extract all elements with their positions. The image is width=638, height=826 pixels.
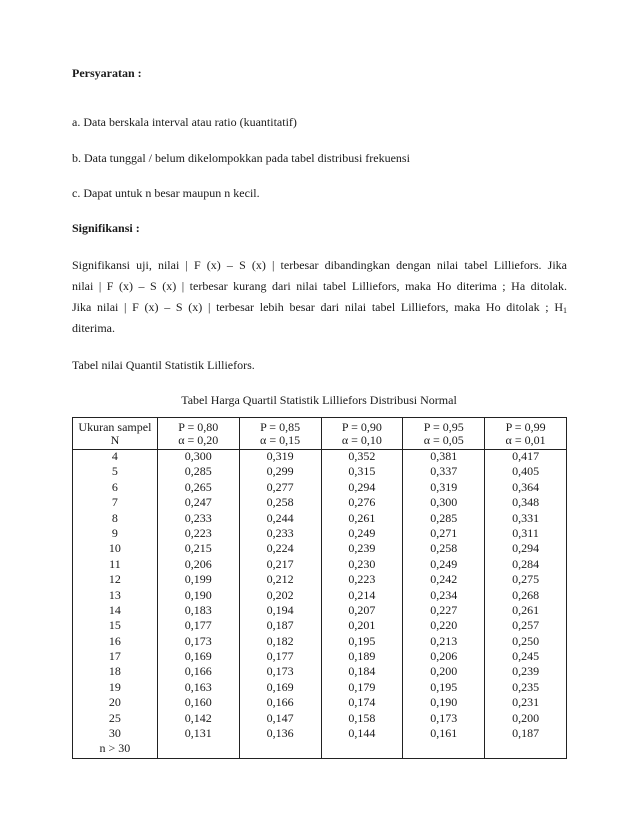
table-row: [73, 727, 567, 742]
quantile-value-cell: 0,217: [239, 558, 321, 573]
column-header-p080: P = 0,80 α = 0,20: [157, 418, 239, 450]
quantile-value-cell: 0,258: [239, 496, 321, 511]
significance-paragraph: [72, 255, 567, 339]
quantile-value-cell: 0,245: [485, 650, 567, 665]
quantile-value-cell: 0,147: [239, 712, 321, 727]
table-row: [73, 496, 567, 511]
requirements-heading: Persyaratan :: [72, 66, 142, 80]
table-row: [73, 542, 567, 557]
quantile-value-cell: 0,177: [157, 619, 239, 634]
sample-size-cell: 14: [73, 604, 158, 619]
quantile-value-cell: 0,405: [485, 465, 567, 480]
quantile-value-cell: 0,142: [157, 712, 239, 727]
table-row: [73, 558, 567, 573]
sample-size-cell: 9: [73, 527, 158, 542]
quantile-value-cell: 0,206: [403, 650, 485, 665]
quantile-value-cell: 0,234: [403, 589, 485, 604]
table-row: [73, 619, 567, 634]
quantile-value-cell: 0,271: [403, 527, 485, 542]
quantile-value-cell: 0,257: [485, 619, 567, 634]
quantile-value-cell: 0,166: [239, 696, 321, 711]
quantile-value-cell: 0,158: [321, 712, 403, 727]
quantile-value-cell: 0,169: [157, 650, 239, 665]
sample-size-cell: 6: [73, 481, 158, 496]
quantile-value-cell: [403, 742, 485, 758]
table-row: [73, 450, 567, 466]
quantile-value-cell: 0,417: [485, 450, 567, 466]
significance-line-1: Signifikansi uji, nilai | F (x) – S (x) | terbesar dibandingkan dengan nilai tabel Lilliefors. Jika: [72, 258, 567, 272]
quantile-value-cell: [321, 742, 403, 758]
quantile-value-cell: 0,201: [321, 619, 403, 634]
quantile-value-cell: 0,348: [485, 496, 567, 511]
quantile-value-cell: [239, 742, 321, 758]
requirement-item-a: a. Data berskala interval atau ratio (kuantitatif): [72, 115, 297, 129]
quantile-value-cell: 0,190: [403, 696, 485, 711]
quantile-value-cell: 0,284: [485, 558, 567, 573]
quantile-value-cell: 0,233: [239, 527, 321, 542]
quantile-value-cell: 0,294: [485, 542, 567, 557]
h1-subscript: 1: [563, 306, 567, 315]
quantile-value-cell: 0,206: [157, 558, 239, 573]
quantile-value-cell: 0,285: [403, 512, 485, 527]
sample-size-cell: 7: [73, 496, 158, 511]
quantile-value-cell: 0,173: [403, 712, 485, 727]
sample-size-cell: n > 30: [73, 742, 158, 758]
quantile-value-cell: 0,275: [485, 573, 567, 588]
quantile-value-cell: 0,315: [321, 465, 403, 480]
sample-size-cell: 15: [73, 619, 158, 634]
quantile-value-cell: 0,331: [485, 512, 567, 527]
sample-size-cell: 25: [73, 712, 158, 727]
quantile-value-cell: 0,179: [321, 681, 403, 696]
column-header-sample-size: Ukuran sampel N: [73, 418, 158, 450]
sample-size-cell: 5: [73, 465, 158, 480]
quantile-value-cell: 0,268: [485, 589, 567, 604]
quantile-value-cell: 0,199: [157, 573, 239, 588]
quantile-value-cell: 0,300: [403, 496, 485, 511]
quantile-value-cell: 0,276: [321, 496, 403, 511]
quantile-value-cell: 0,169: [239, 681, 321, 696]
column-header-p085: P = 0,85 α = 0,15: [239, 418, 321, 450]
quantile-value-cell: 0,220: [403, 619, 485, 634]
quantile-value-cell: 0,224: [239, 542, 321, 557]
quantile-value-cell: 0,136: [239, 727, 321, 742]
quantile-value-cell: 0,195: [403, 681, 485, 696]
table-body: [73, 450, 567, 759]
sample-size-cell: 30: [73, 727, 158, 742]
table-row: [73, 604, 567, 619]
table-row: [73, 527, 567, 542]
quantile-value-cell: 0,294: [321, 481, 403, 496]
quantile-value-cell: 0,364: [485, 481, 567, 496]
sample-size-cell: 19: [73, 681, 158, 696]
column-header-p099: P = 0,99 α = 0,01: [485, 418, 567, 450]
sample-size-cell: 8: [73, 512, 158, 527]
quantile-value-cell: 0,144: [321, 727, 403, 742]
quantile-value-cell: 0,184: [321, 665, 403, 680]
quantile-value-cell: 0,239: [485, 665, 567, 680]
quantile-value-cell: 0,249: [403, 558, 485, 573]
quantile-value-cell: 0,214: [321, 589, 403, 604]
quantile-value-cell: 0,285: [157, 465, 239, 480]
table-row: [73, 635, 567, 650]
sample-size-cell: 12: [73, 573, 158, 588]
quantile-value-cell: 0,319: [403, 481, 485, 496]
quantile-value-cell: 0,231: [485, 696, 567, 711]
quantile-value-cell: 0,200: [485, 712, 567, 727]
table-row: [73, 742, 567, 758]
lilliefors-table: [72, 417, 567, 759]
table-row: [73, 465, 567, 480]
quantile-value-cell: 0,235: [485, 681, 567, 696]
table-row: [73, 573, 567, 588]
quantile-value-cell: 0,242: [403, 573, 485, 588]
quantile-value-cell: 0,182: [239, 635, 321, 650]
significance-line-3: [72, 297, 567, 318]
quantile-value-cell: 0,381: [403, 450, 485, 466]
quantile-value-cell: 0,227: [403, 604, 485, 619]
table-row: [73, 512, 567, 527]
quantile-value-cell: 0,173: [157, 635, 239, 650]
quantile-value-cell: 0,213: [403, 635, 485, 650]
quantile-value-cell: 0,161: [403, 727, 485, 742]
table-row: [73, 665, 567, 680]
sample-size-cell: 18: [73, 665, 158, 680]
quantile-value-cell: 0,212: [239, 573, 321, 588]
quantile-value-cell: 0,337: [403, 465, 485, 480]
quantile-value-cell: 0,249: [321, 527, 403, 542]
quantile-value-cell: 0,258: [403, 542, 485, 557]
quantile-value-cell: 0,207: [321, 604, 403, 619]
quantile-value-cell: [157, 742, 239, 758]
table-row: [73, 696, 567, 711]
quantile-value-cell: 0,223: [157, 527, 239, 542]
requirement-item-b: b. Data tunggal / belum dikelompokkan pada tabel distribusi frekuensi: [72, 151, 410, 165]
quantile-value-cell: 0,194: [239, 604, 321, 619]
quantile-value-cell: 0,202: [239, 589, 321, 604]
significance-line-3-text: Jika nilai | F (x) – S (x) | terbesar lebih besar dari nilai tabel Lilliefors, maka Ho ditolak ; H: [72, 300, 563, 314]
quantile-value-cell: 0,299: [239, 465, 321, 480]
quantile-value-cell: 0,190: [157, 589, 239, 604]
quantile-value-cell: 0,261: [485, 604, 567, 619]
quantile-value-cell: 0,277: [239, 481, 321, 496]
quantile-value-cell: 0,166: [157, 665, 239, 680]
table-intro: Tabel nilai Quantil Statistik Lilliefors.: [72, 358, 255, 372]
quantile-value-cell: 0,265: [157, 481, 239, 496]
quantile-value-cell: 0,160: [157, 696, 239, 711]
table-row: [73, 650, 567, 665]
significance-heading: Signifikansi :: [72, 221, 140, 235]
quantile-value-cell: 0,247: [157, 496, 239, 511]
quantile-value-cell: [485, 742, 567, 758]
quantile-value-cell: 0,233: [157, 512, 239, 527]
table-header-row: [73, 418, 567, 450]
table-row: [73, 481, 567, 496]
quantile-value-cell: 0,131: [157, 727, 239, 742]
significance-line-4: diterima.: [72, 321, 115, 335]
table-caption: Tabel Harga Quartil Statistik Lilliefors Distribusi Normal: [181, 393, 457, 407]
column-header-p095: P = 0,95 α = 0,05: [403, 418, 485, 450]
quantile-value-cell: 0,174: [321, 696, 403, 711]
quantile-value-cell: 0,189: [321, 650, 403, 665]
sample-size-cell: 13: [73, 589, 158, 604]
sample-size-cell: 11: [73, 558, 158, 573]
quantile-value-cell: 0,177: [239, 650, 321, 665]
quantile-value-cell: 0,200: [403, 665, 485, 680]
quantile-value-cell: 0,244: [239, 512, 321, 527]
quantile-value-cell: 0,261: [321, 512, 403, 527]
quantile-value-cell: 0,223: [321, 573, 403, 588]
quantile-value-cell: 0,173: [239, 665, 321, 680]
quantile-value-cell: 0,311: [485, 527, 567, 542]
sample-size-cell: 17: [73, 650, 158, 665]
quantile-value-cell: 0,183: [157, 604, 239, 619]
table-row: [73, 589, 567, 604]
quantile-value-cell: 0,250: [485, 635, 567, 650]
significance-line-2: nilai | F (x) – S (x) | terbesar kurang dari nilai tabel Lilliefors, maka Ho diterima ; Ha ditolak.: [72, 279, 567, 293]
requirement-item-c: c. Dapat untuk n besar maupun n kecil.: [72, 186, 260, 200]
table-row: [73, 681, 567, 696]
quantile-value-cell: 0,319: [239, 450, 321, 466]
quantile-value-cell: 0,352: [321, 450, 403, 466]
sample-size-cell: 16: [73, 635, 158, 650]
quantile-value-cell: 0,187: [239, 619, 321, 634]
quantile-value-cell: 0,163: [157, 681, 239, 696]
quantile-value-cell: 0,230: [321, 558, 403, 573]
column-header-p090: P = 0,90 α = 0,10: [321, 418, 403, 450]
sample-size-cell: 10: [73, 542, 158, 557]
quantile-value-cell: 0,187: [485, 727, 567, 742]
table-row: [73, 712, 567, 727]
sample-size-cell: 20: [73, 696, 158, 711]
quantile-value-cell: 0,300: [157, 450, 239, 466]
quantile-value-cell: 0,239: [321, 542, 403, 557]
quantile-value-cell: 0,195: [321, 635, 403, 650]
quantile-value-cell: 0,215: [157, 542, 239, 557]
sample-size-cell: 4: [73, 450, 158, 466]
